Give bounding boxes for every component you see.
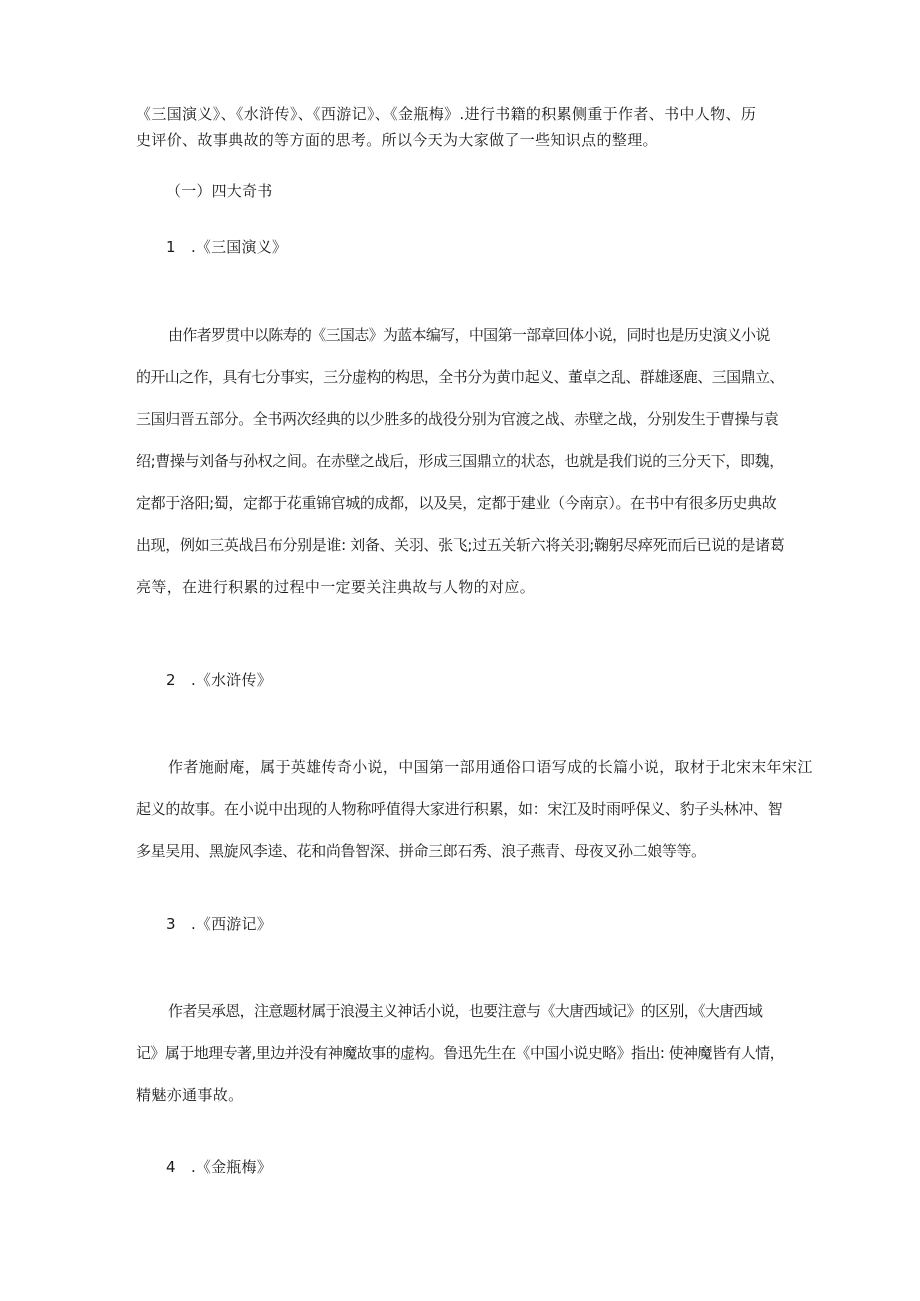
paragraph-line: 作者吴承恩，注意题材属于浪漫主义神话小说，也要注意与《大唐西域记》的区别，《大唐西域 — [168, 1002, 763, 1020]
paragraph-line: 绍;曹操与刘备与孙权之间。在赤壁之战后，形成三国鼎立的状态，也就是我们说的三分天下，即魏， — [136, 452, 784, 470]
intro-paragraph — [136, 101, 756, 153]
paragraph-line: 多星吴用、黑旋风李逵、花和尚鲁智深、拼命三郎石秀、浪子燕青、母夜叉孙二娘等等。 — [136, 842, 706, 860]
paragraph-line: 出现，例如三英战吕布分别是谁: 刘备、关羽、张飞;过五关斩六将关羽;鞠躬尽瘁死而后已说的是诸葛 — [136, 536, 785, 554]
paragraph-line: 由作者罗贯中以陈寿的《三国志》为蓝本编写，中国第一部章回体小说，同时也是历史演义小说 — [168, 326, 770, 344]
paragraph-line: 的开山之作，具有七分事实，三分虚构的构思，全书分为黄巾起义、董卓之乱、群雄逐鹿、三国鼎立、 — [136, 368, 784, 386]
item-heading: 1 .《三国演义》 — [166, 238, 288, 256]
item-heading: 2 .《水浒传》 — [166, 671, 272, 689]
paragraph-line: 定都于洛阳;蜀，定都于花重锦官城的成都，以及吴，定都于建业（今南京）。在书中有很多历史典故 — [136, 494, 777, 512]
paragraph-line: 记》属于地理专著,里边并没有神魔故事的虚构。鲁迅先生在《中国小说史略》指出: 使神魔皆有人情， — [136, 1044, 785, 1062]
item-paragraph — [136, 990, 784, 1116]
item-heading: 4 .《金瓶梅》 — [166, 1158, 272, 1176]
paragraph-line: 作者施耐庵，属于英雄传奇小说，中国第一部用通俗口语写成的长篇小说，取材于北宋末年宋江 — [168, 758, 813, 776]
paragraph-line: 起义的故事。在小说中出现的人物称呼值得大家进行积累，如：宋江及时雨呼保义、豹子头林冲、智 — [136, 800, 783, 818]
section-heading: （一）四大奇书 — [166, 182, 273, 200]
intro-line: 史评价、故事典故的等方面的思考。所以今天为大家做了一些知识点的整理。 — [136, 131, 658, 149]
item-paragraph — [136, 314, 784, 608]
item-paragraph — [136, 746, 813, 872]
item-heading: 3 .《西游记》 — [166, 915, 272, 933]
paragraph-line: 三国归晋五部分。全书两次经典的以少胜多的战役分别为官渡之战、赤壁之战，分别发生于曹操与袁 — [136, 410, 779, 428]
intro-line: 《三国演义》、《水浒传》、《西游记》、《金瓶梅》.进行书籍的积累侧重于作者、书中人物、历 — [136, 105, 757, 123]
paragraph-line: 精魅亦通事故。 — [136, 1086, 244, 1104]
paragraph-line: 亮等，在进行积累的过程中一定要关注典故与人物的对应。 — [136, 578, 536, 596]
